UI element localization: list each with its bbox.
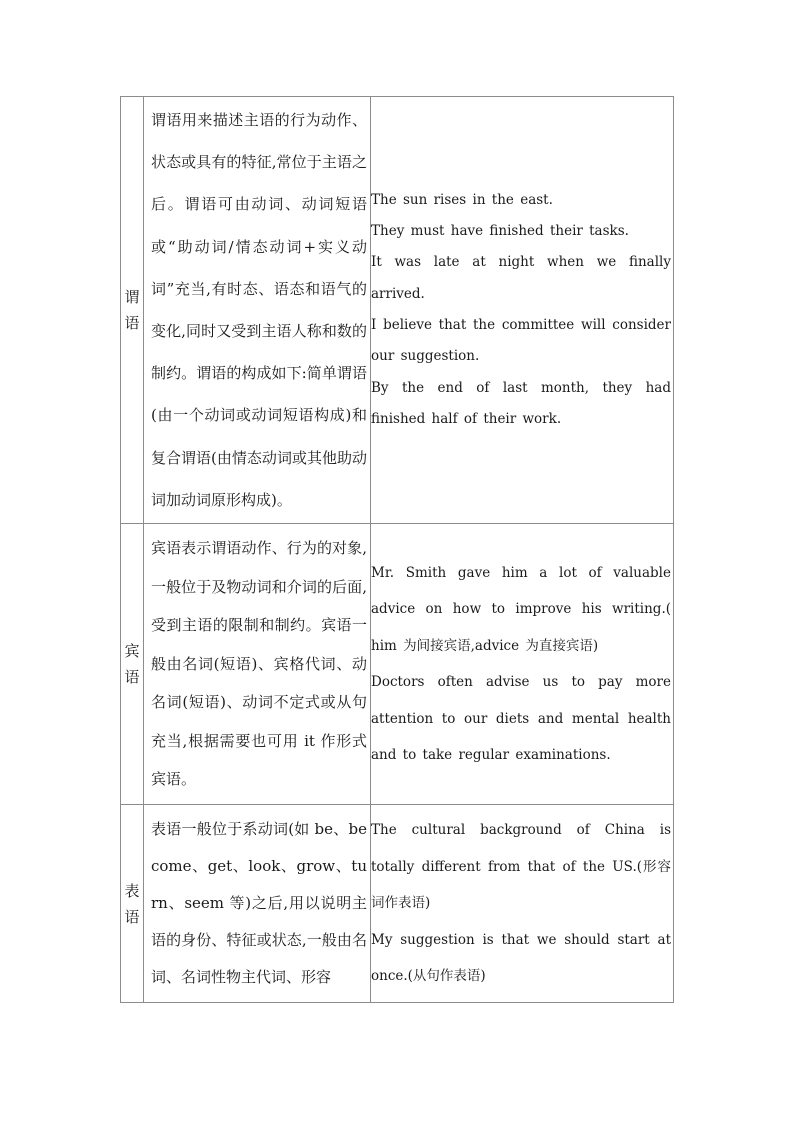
description-cell	[144, 97, 371, 524]
example-sentence: It was late at night when we finally arrived.	[371, 254, 671, 302]
term-cell	[121, 97, 144, 524]
example-sentence: By the end of last month, they had finished half of their work.	[371, 379, 671, 427]
example-sentence: I believe that the committee will consider our suggestion.	[371, 317, 671, 365]
description-cell	[144, 524, 371, 805]
example-sentence: The cultural background of China is totally different from that of the US.(形容词作表语)	[371, 822, 671, 912]
term-cell	[121, 524, 144, 805]
description-text: 谓语用来描述主语的行为动作、状态或具有的特征,常位于主语之后。谓语可由动词、动词短语或“助动词/情态动词+实义动词”充当,有时态、语态和语气的变化,同时又受到主语人称和数的制约。谓语的构成如下:简单谓语(由一个动词或动词短语构成)和复合谓语(由情态动词或其他助动词加动词原形构成)。	[151, 111, 367, 509]
term-label: 宾语	[124, 642, 140, 687]
description-cell	[144, 805, 371, 1003]
example-sentence: My suggestion is that we should start at once.(从句作表语)	[371, 931, 671, 985]
description-text: 表语一般位于系动词(如 be、become、get、look、grow、turn、seem 等)之后,用以说明主语的身份、特征或状态,一般由名词、名词性物主代词、形容	[151, 820, 367, 987]
description-text: 宾语表示谓语动作、行为的对象,一般位于及物动词和介词的后面,受到主语的限制和制约。宾语一般由名词(短语)、宾格代词、动名词(短语)、动词不定式或从句充当,根据需要也可用 it 作形式宾语。	[151, 539, 367, 789]
examples-cell	[371, 97, 674, 524]
table-row-object	[121, 524, 674, 805]
term-label: 谓语	[124, 288, 140, 333]
examples-cell	[371, 524, 674, 805]
example-sentence: Mr. Smith gave him a lot of valuable advice on how to improve his writing.( him 为间接宾语,advice 为直接宾语)	[371, 564, 671, 654]
term-label: 表语	[124, 881, 140, 926]
example-sentence: The sun rises in the east.	[371, 191, 553, 208]
table-row-predicative	[121, 805, 674, 1003]
example-sentence: They must have finished their tasks.	[371, 223, 629, 240]
example-sentence: Doctors often advise us to pay more attention to our diets and mental health and to take regular examinations.	[371, 674, 671, 764]
term-cell	[121, 805, 144, 1003]
table-row-predicate	[121, 97, 674, 524]
examples-cell	[371, 805, 674, 1003]
grammar-table	[120, 96, 674, 1003]
